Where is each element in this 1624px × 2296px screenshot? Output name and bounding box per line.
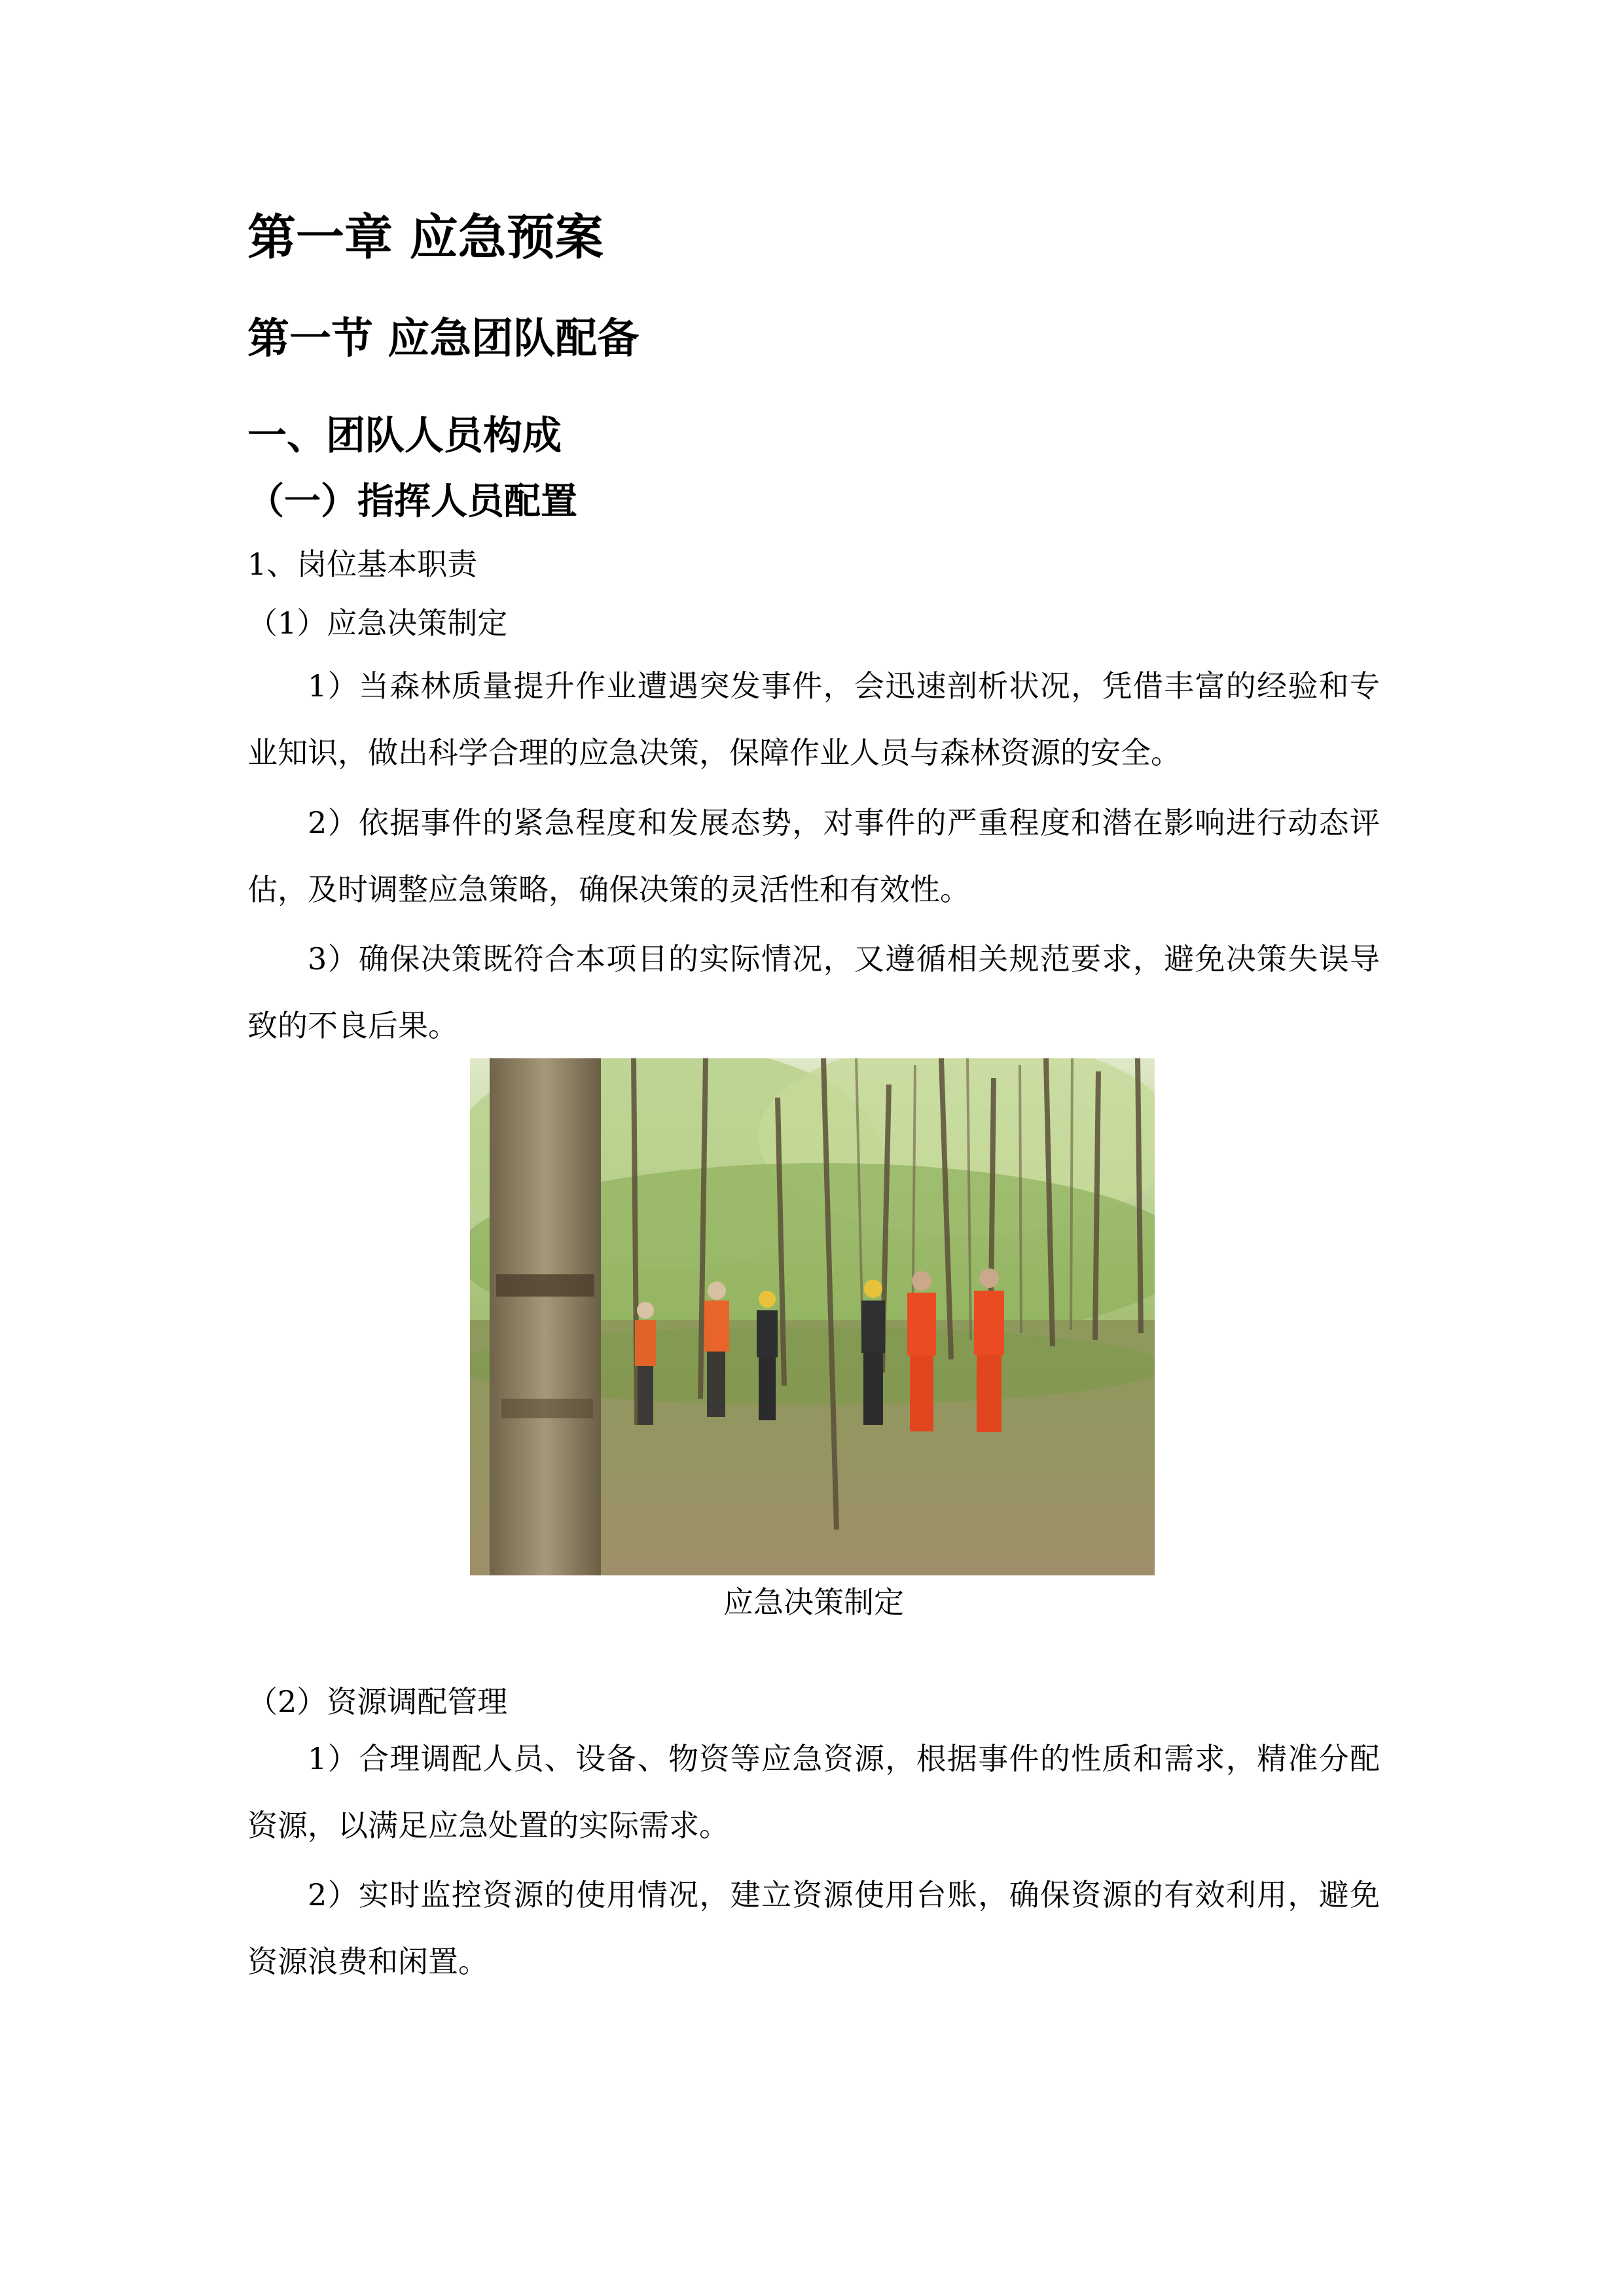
part-2-title: （2）资源调配管理: [247, 1684, 508, 1719]
item-title: 1、岗位基本职责: [247, 547, 478, 582]
forest-emergency-photo: [470, 1058, 1155, 1575]
part-1-paragraph: 1）当森林质量提升作业遭遇突发事件，会迅速剖析状况，凭借丰富的经验和专业知识，做出科学合理的应急决策，保障作业人员与森林资源的安全。: [247, 668, 1380, 770]
part-2-paragraph: 2）实时监控资源的使用情况，建立资源使用台账，确保资源的有效利用，避免资源浪费和闲置。: [247, 1877, 1380, 1979]
sub-subsection-title: （一）指挥人员配置: [247, 480, 577, 523]
part-1-title: （1）应急决策制定: [247, 605, 508, 641]
subsection-title: 一、团队人员构成: [247, 413, 562, 459]
figure-caption: 应急决策制定: [723, 1585, 904, 1620]
part-1-paragraph: 2）依据事件的紧急程度和发展态势，对事件的严重程度和潜在影响进行动态评估，及时调整应急策略，确保决策的灵活性和有效性。: [247, 805, 1380, 907]
part-2-paragraph: 1）合理调配人员、设备、物资等应急资源，根据事件的性质和需求，精准分配资源，以满足应急处置的实际需求。: [247, 1741, 1380, 1843]
chapter-title: 第一章 应急预案: [247, 209, 604, 266]
part-1-paragraph: 3）确保决策既符合本项目的实际情况，又遵循相关规范要求，避免决策失误导致的不良后果。: [247, 941, 1380, 1043]
section-title: 第一节 应急团队配备: [247, 315, 640, 363]
